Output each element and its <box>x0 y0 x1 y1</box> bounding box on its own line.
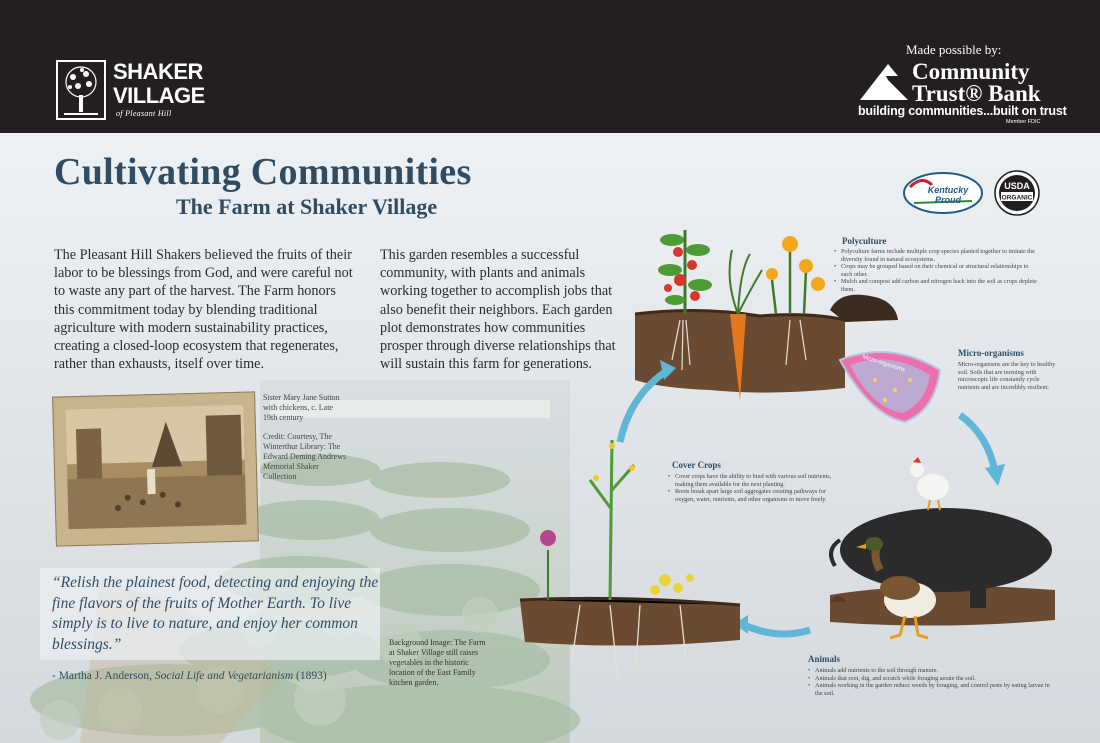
micro-organisms-title: Micro-organisms <box>958 348 1024 358</box>
cycle-arrow-3 <box>744 625 810 634</box>
cover-crops-list <box>668 473 836 503</box>
cover-crops-title: Cover Crops <box>672 460 721 470</box>
attribution-author: - Martha J. Anderson, <box>52 670 155 682</box>
list-item: • Animals that root, dig, and scratch while foraging aerate the soil. <box>808 675 1058 683</box>
attribution-work: Social Life and Vegetarianism <box>154 670 294 682</box>
page-subtitle: The Farm at Shaker Village <box>176 194 438 219</box>
logo-word-shaker: SHAKER <box>113 59 203 84</box>
kentucky-badge-line2: Proud <box>935 195 961 205</box>
polyculture-list <box>834 248 1039 294</box>
kentucky-badge-line1: Kentucky <box>927 185 969 195</box>
list-item: • Animals working in the garden reduce weeds by foraging, and control pests by eating larvae in the soil. <box>808 682 1058 697</box>
list-item: • Crops may be grouped based on their chemical or structural relationships to each other. <box>834 263 1039 278</box>
usda-badge-line1: USDA <box>1004 181 1030 191</box>
attribution-year: (1893) <box>293 670 327 682</box>
quote-attribution <box>52 670 327 682</box>
historic-photo <box>52 391 259 546</box>
cover-crop-soil <box>520 598 740 645</box>
photo-caption: Sister Mary Jane Sutton with chickens, c. Late 19th century <box>263 393 340 422</box>
list-item: • Polyculture farms include multiple crop species planted together to imitate the diversity found in natural ecosystems. <box>834 248 1039 263</box>
sponsor-fdic: Member FDIC <box>1006 119 1041 125</box>
sponsor-label: Made possible by: <box>906 42 1002 57</box>
photo-credit: Credit: Courtesy, The Winterthur Library: The Edward Deming Andrews Memorial Shaker Collection <box>263 432 347 481</box>
animals-title: Animals <box>808 654 841 664</box>
chicken-illustration <box>917 474 949 500</box>
list-item: • Cover crops have the ability to bind with various soil nutrients, making them available for the next planting. <box>668 473 836 488</box>
tree-icon <box>56 60 106 120</box>
cycle-arrow-2 <box>960 415 995 472</box>
intro-text-right: This garden resembles a successful community, with plants and animals working together to accomplish jobs that also benefit their neighbors. Each garden plot demonstrates how communities prosper through diverse relationships that will sustain this farm for generations. <box>380 247 616 373</box>
list-item: • Animals add nutrients to the soil through manure. <box>808 667 1058 675</box>
intro-text-left: The Pleasant Hill Shakers believed the fruits of their labor to be blessings from God, and were careful not to waste any part of the harvest. The Farm honors this commitment today by blending traditional agriculture with modern sustainability practices, creating a closed-loop ecosystem that regenerates, rather than exhausts, itself over time. <box>54 247 353 373</box>
list-item: • Mulch and compost add carbon and nitrogen back into the soil as crops deplete them. <box>834 278 1039 293</box>
animals-list <box>808 667 1058 697</box>
sponsor-name-line1: Community <box>912 59 1030 84</box>
usda-badge-line2: ORGANIC <box>1001 194 1033 202</box>
micro-organism-blob-label: Micro-organisms <box>861 354 906 374</box>
shaker-village-logo <box>56 59 205 122</box>
sponsor-name-line2: Trust® Bank <box>912 81 1041 106</box>
quote-text: “Relish the plainest food, detecting and enjoying the fine flavors of the fruits of Mother Earth. To live simply is to live to nature, and enjoy her common blessings.” <box>52 574 379 653</box>
logo-word-village: VILLAGE <box>113 83 205 108</box>
polyculture-title: Polyculture <box>842 236 887 246</box>
kentucky-proud-badge <box>902 171 984 215</box>
sponsor-tagline: building communities...built on trust <box>858 104 1067 118</box>
micro-organisms-text: Micro-organisms are the key to healthy soil. Soils that are teeming with microscopic life constantly cycle nutrients and are incredibly resilient. <box>958 361 1056 391</box>
background-caption: Background Image: The Farm at Shaker Village still raises vegetables in the historic location of the East Family kitchen garden. <box>389 638 486 687</box>
bank-logo-icon <box>858 62 910 102</box>
list-item: • Roots break apart large soil aggregates creating pathways for oxygen, water, nutrients, and other organisms to move freely. <box>668 488 836 503</box>
page-title: Cultivating Communities <box>54 151 472 193</box>
logo-tagline: of Pleasant Hill <box>116 109 172 118</box>
